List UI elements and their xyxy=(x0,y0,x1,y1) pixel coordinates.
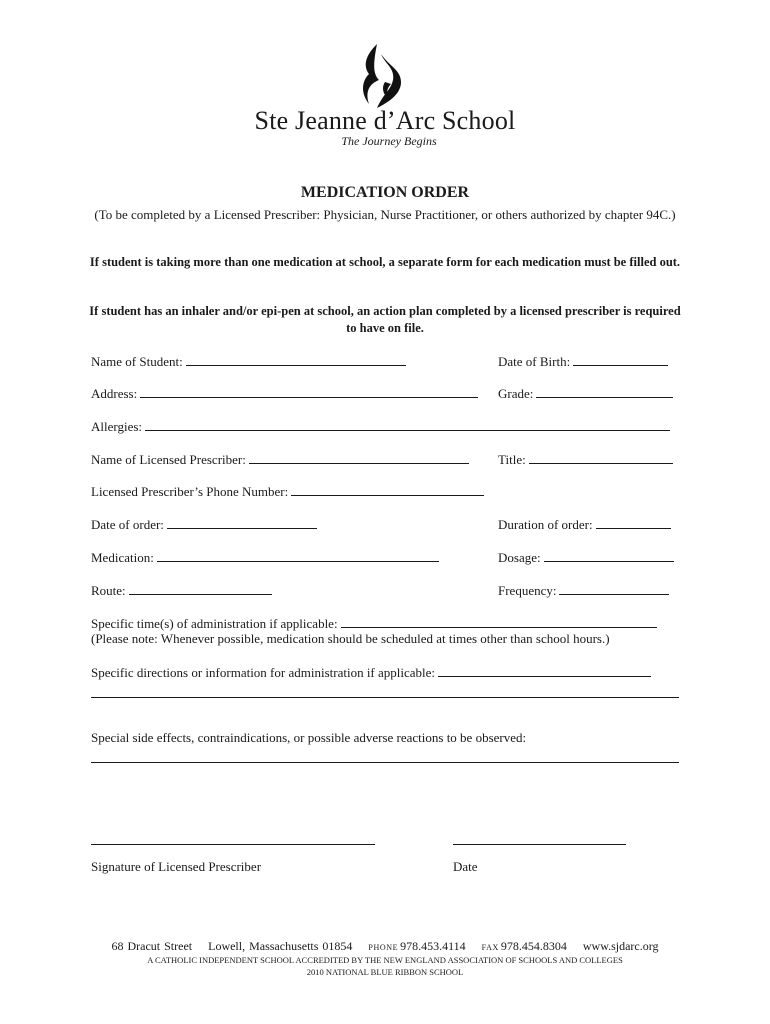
date-of-order-field[interactable] xyxy=(91,516,317,533)
allergies-blank[interactable] xyxy=(145,418,670,431)
footer-phone: 978.453.4114 xyxy=(400,939,466,953)
school-logo xyxy=(0,42,770,112)
footer-contact xyxy=(0,939,770,954)
form-subtitle: (To be completed by a Licensed Prescriber: Physician, Nurse Practitioner, or others authorized by chapter 94C.) xyxy=(94,207,676,222)
prescriber-name-blank[interactable] xyxy=(249,451,469,464)
student-name-blank[interactable] xyxy=(186,353,406,366)
address-field[interactable] xyxy=(91,385,478,402)
school-tagline: The Journey Begins xyxy=(341,134,437,148)
prescriber-phone-blank[interactable] xyxy=(291,483,484,496)
dosage-blank[interactable] xyxy=(544,549,674,562)
duration-label: Duration of order: xyxy=(498,517,593,532)
student-name-field[interactable] xyxy=(91,353,406,370)
route-label: Route: xyxy=(91,583,126,598)
form-title: MEDICATION ORDER xyxy=(300,184,470,201)
side-effects-label: Special side effects, contraindications, or possible adverse reactions to be observed: xyxy=(91,730,527,745)
signature-label: Signature of Licensed Prescriber xyxy=(91,859,262,874)
route-field[interactable] xyxy=(91,582,272,599)
footer-award: 2010 NATIONAL BLUE RIBBON SCHOOL xyxy=(306,967,464,977)
footer-fax-label: FAX xyxy=(481,943,499,952)
dosage-field[interactable] xyxy=(498,549,674,566)
medication-field[interactable] xyxy=(91,549,439,566)
prescriber-title-blank[interactable] xyxy=(529,451,673,464)
dosage-label: Dosage: xyxy=(498,550,541,565)
address-blank[interactable] xyxy=(140,385,478,398)
directions-blank[interactable] xyxy=(438,664,651,677)
grade-blank[interactable] xyxy=(536,385,673,398)
grade-field[interactable] xyxy=(498,385,673,402)
flame-logo-icon xyxy=(355,42,415,112)
side-effects-line[interactable] xyxy=(91,762,679,763)
prescriber-title-field[interactable] xyxy=(498,451,673,468)
specific-times-field[interactable] xyxy=(91,615,657,632)
date-of-order-blank[interactable] xyxy=(167,516,317,529)
medication-blank[interactable] xyxy=(157,549,439,562)
prescriber-title-label: Title: xyxy=(498,452,526,467)
duration-field[interactable] xyxy=(498,516,671,533)
directions-field[interactable] xyxy=(91,664,651,681)
school-name: Ste Jeanne d’Arc School xyxy=(254,106,516,135)
signature-line[interactable] xyxy=(91,844,375,845)
grade-label: Grade: xyxy=(498,386,534,401)
prescriber-phone-field[interactable] xyxy=(91,483,484,500)
specific-times-label: Specific time(s) of administration if applicable: xyxy=(91,616,338,631)
dob-blank[interactable] xyxy=(573,353,668,366)
footer-city: Lowell, Massachusetts 01854 xyxy=(208,939,353,953)
frequency-blank[interactable] xyxy=(559,582,669,595)
note-multiple-medications: If student is taking more than one medication at school, a separate form for each medication must be filled out. xyxy=(89,255,681,269)
address-label: Address: xyxy=(91,386,138,401)
specific-times-blank[interactable] xyxy=(341,615,657,628)
frequency-label: Frequency: xyxy=(498,583,557,598)
footer-fax: 978.454.8304 xyxy=(500,939,567,953)
footer-address: 68 Dracut Street xyxy=(111,939,193,953)
duration-blank[interactable] xyxy=(596,516,671,529)
route-blank[interactable] xyxy=(129,582,272,595)
footer-phone-label: PHONE xyxy=(368,943,399,952)
allergies-field[interactable] xyxy=(91,418,670,435)
prescriber-phone-label: Licensed Prescriber’s Phone Number: xyxy=(91,484,289,499)
date-of-order-label: Date of order: xyxy=(91,517,164,532)
allergies-label: Allergies: xyxy=(91,419,143,434)
student-name-label: Name of Student: xyxy=(91,354,183,369)
note-inhaler-epipen: If student has an inhaler and/or epi-pen at school, an action plan completed by a licensed prescriber is required to have on file. xyxy=(89,304,681,335)
footer-accreditation: A CATHOLIC INDEPENDENT SCHOOL ACCREDITED BY THE NEW ENGLAND ASSOCIATION OF SCHOOLS AND COLLEGES xyxy=(147,955,623,965)
date-label: Date xyxy=(453,859,478,874)
prescriber-name-label: Name of Licensed Prescriber: xyxy=(91,452,246,467)
prescriber-name-field[interactable] xyxy=(91,451,469,468)
dob-field[interactable] xyxy=(498,353,668,370)
times-note: (Please note: Whenever possible, medication should be scheduled at times other than school hours.) xyxy=(91,631,610,646)
directions-label: Specific directions or information for administration if applicable: xyxy=(91,665,436,680)
dob-label: Date of Birth: xyxy=(498,354,571,369)
directions-extra-line[interactable] xyxy=(91,697,679,698)
medication-label: Medication: xyxy=(91,550,154,565)
frequency-field[interactable] xyxy=(498,582,669,599)
footer-website[interactable]: www.sjdarc.org xyxy=(582,939,659,953)
date-line[interactable] xyxy=(453,844,626,845)
